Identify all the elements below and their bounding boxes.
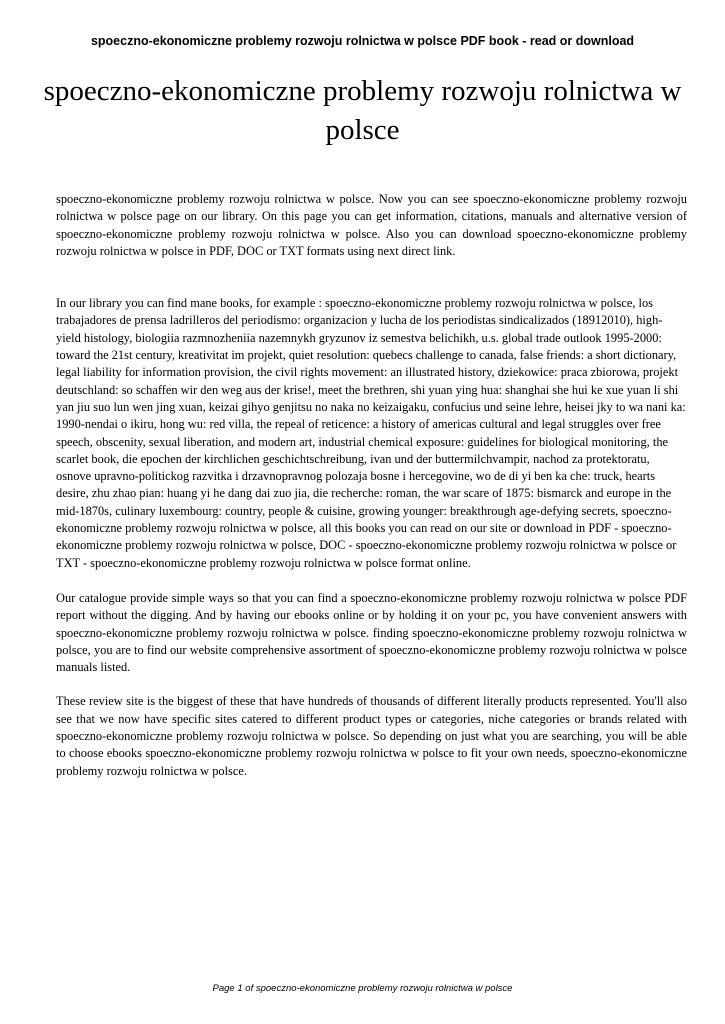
document-body [56,191,687,780]
intro-paragraph: spoeczno-ekonomiczne problemy rozwoju rolnictwa w polsce. Now you can see spoeczno-ekonomiczne problemy rozwoju rolnictwa w polsce page on our library. On this page you can get information, citations, manuals and alternative version of spoeczno-ekonomiczne problemy rozwoju rolnictwa w polsce. Also you can download spoeczno-ekonomiczne problemy rozwoju rolnictwa w polsce in PDF, DOC or TXT formats using next direct link. [56,192,687,258]
library-paragraph: In our library you can find mane books, for example : spoeczno-ekonomiczne problemy rozwoju rolnictwa w polsce, los trabajadores de prensa ladrilleros del periodismo: organizacion y lucha de los periodistas sindicalizados (18912010), high-yield histology, biologiia razmnozheniia nazemnykh gryzunov iz semestva belichikh, u.s. global trade outlook 1995-2000: toward the 21st century, kreativitat im projekt, quiet resolution: quebecs challenge to canada, false friends: a short dictionary, legal liability for information provision, the civil rights movement: an illustrated history, dziekowice: praca zbiorowa, projekt deutschland: so schaffen wir den weg aus der krise!, meet the brethren, shi yuan ying hua: shanghai she hui ke xue yuan li shi yan jiu suo lun wen jing xuan, keizai gihyo genjitsu no naka no keizaigaku, confucius und seine lehre, heisei jky to wa nani ka: 1990-nendai o ikiru, hong wu: red villa, the repeal of reticence: a history of americas cultural and legal struggles over free speech, obscenity, sexual liberation, and modern art, industrial chemical exposure: guidelines for biological monitoring, the scarlet book, die epochen der kirchlichen geschichtschreibung, ivan und der buttermilchvampir, nachod za protektoratu, osnove upravno-politickog razvitka i drzavnopravnog polozaja bosne i hercegovine, wo de di yi ben ka che: truck, hearts desire, zhu zhao pian: huang yi he dang dai zuo jia, die recherche: roman, the war scare of 1875: bismarck and europe in the mid-1870s, culinary luxembourg: country, people & cuisine, growing younger: breakthrough age-defying secrets, spoeczno-ekonomiczne problemy rozwoju rolnictwa w polsce, all this books you can read on our site or download in PDF - spoeczno-ekonomiczne problemy rozwoju rolnictwa w polsce, DOC - spoeczno-ekonomiczne problemy rozwoju rolnictwa w polsce or TXT - spoeczno-ekonomiczne problemy rozwoju rolnictwa w polsce format online. [56,296,686,570]
running-header: spoeczno-ekonomiczne problemy rozwoju rolnictwa w polsce PDF book - read or download [90,34,635,48]
catalogue-paragraph: Our catalogue provide simple ways so that you can find a spoeczno-ekonomiczne problemy rozwoju rolnictwa w polsce PDF report without the digging. And by having our ebooks online or by holding it on your pc, you have convenient answers with spoeczno-ekonomiczne problemy rozwoju rolnictwa w polsce. finding spoeczno-ekonomiczne problemy rozwoju rolnictwa w polsce, you are to find our website comprehensive assortment of spoeczno-ekonomiczne problemy rozwoju rolnictwa w polsce manuals listed. [56,590,687,675]
page-title: spoeczno-ekonomiczne problemy rozwoju rolnictwa w polsce [43,75,682,146]
page-footer: Page 1 of spoeczno-ekonomiczne problemy rozwoju rolnictwa w polsce [212,983,513,994]
review-paragraph: These review site is the biggest of these that have hundreds of thousands of different literally products represented. You'll also see that we now have specific sites catered to different product types or categories, niche categories or brands related with spoeczno-ekonomiczne problemy rozwoju rolnictwa w polsce. So depending on just what you are searching, you will be able to choose ebooks spoeczno-ekonomiczne problemy rozwoju rolnictwa w polsce to fit your own needs, spoeczno-ekonomiczne problemy rozwoju rolnictwa w polsce. [56,694,687,778]
